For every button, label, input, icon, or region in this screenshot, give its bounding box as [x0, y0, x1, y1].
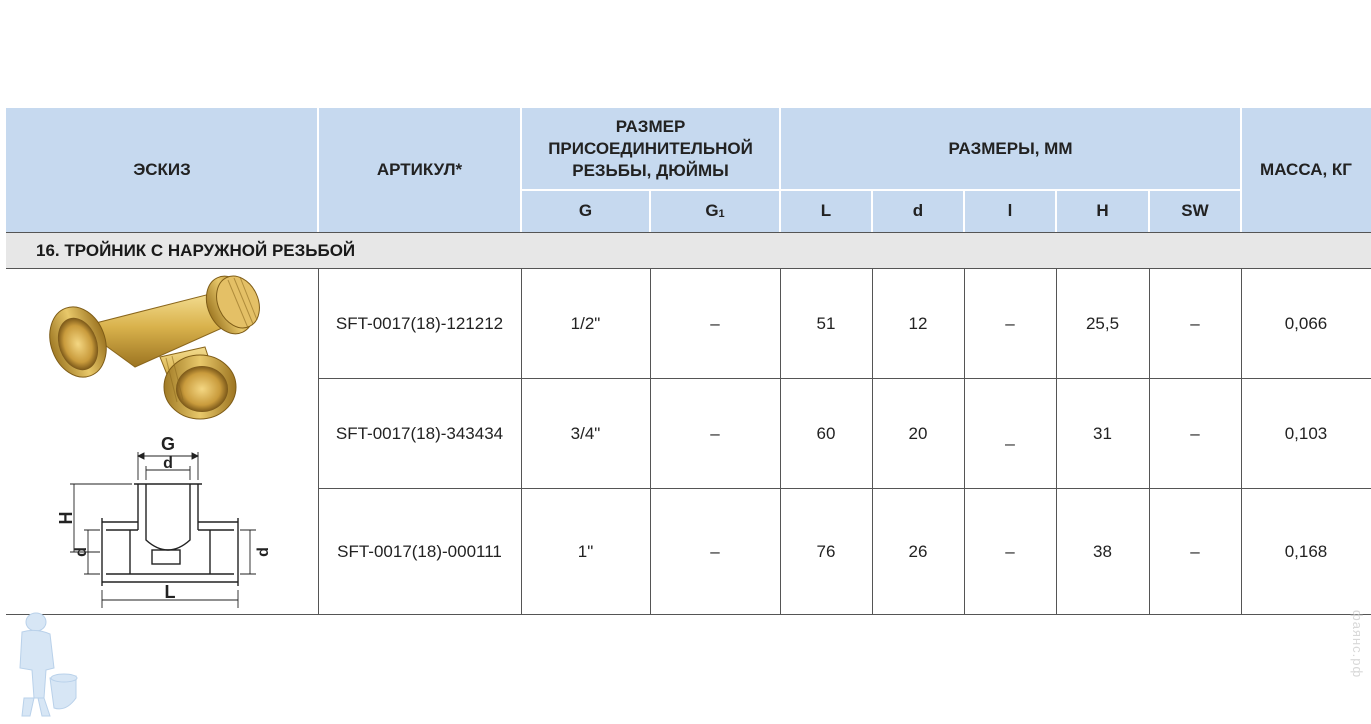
cell-article: SFT-0017(18)-121212	[335, 313, 504, 333]
plumber-mascot-logo	[6, 608, 82, 720]
cell-mass: 0,168	[1284, 541, 1328, 561]
header-h	[1056, 190, 1149, 232]
header-l-lower	[964, 190, 1056, 232]
cell-article: SFT-0017(18)-343434	[335, 423, 504, 443]
cell-g: 1"	[577, 541, 594, 561]
drawing-label-d-left: d	[73, 547, 90, 557]
cell-sw: –	[1190, 313, 1200, 333]
header-g1-subscript: 1	[718, 208, 725, 220]
header-article	[318, 108, 521, 232]
section-title-label: 16. ТРОЙНИК С НАРУЖНОЙ РЕЗЬБОЙ	[36, 240, 356, 260]
header-mass-label: МАССА, КГ	[1260, 160, 1352, 179]
header-dimensions-label: РАЗМЕРЫ, ММ	[948, 139, 1073, 158]
site-watermark: фаянс.рф	[1350, 610, 1365, 679]
header-sw	[1149, 190, 1241, 232]
header-sketch-label: ЭСКИЗ	[133, 160, 191, 179]
cell-g1: –	[710, 423, 720, 443]
header-sw-label: SW	[1181, 201, 1209, 220]
cell-l-upper: 51	[816, 313, 836, 333]
header-g1-label: G	[705, 201, 719, 220]
header-h-label: H	[1096, 201, 1109, 220]
header-d-label: d	[912, 201, 924, 220]
header-article-label: АРТИКУЛ*	[376, 160, 463, 179]
cell-mass: 0,066	[1284, 313, 1328, 333]
header-g	[521, 190, 650, 232]
cell-mass: 0,103	[1284, 423, 1328, 443]
cell-d: 26	[908, 541, 928, 561]
cell-g: 1/2"	[570, 313, 601, 333]
header-thread-size	[521, 108, 780, 190]
header-g-label: G	[578, 201, 593, 220]
header-thread-size-label: РАЗМЕР ПРИСОЕДИНИТЕЛЬНОЙ РЕЗЬБЫ, ДЮЙМЫ	[548, 117, 753, 180]
header-l-upper	[780, 190, 872, 232]
section-title	[6, 232, 1371, 269]
cell-l-upper: 76	[816, 541, 836, 561]
cell-g: 3/4"	[570, 423, 601, 443]
cell-article: SFT-0017(18)-000111	[337, 541, 502, 561]
header-g1	[650, 190, 780, 232]
cell-sw: –	[1190, 541, 1200, 561]
brass-tee-photo	[40, 272, 280, 422]
cell-l-lower: –	[1005, 313, 1015, 333]
cell-d: 20	[908, 423, 928, 443]
cell-g1: –	[710, 541, 720, 561]
header-sketch	[6, 108, 318, 232]
cell-g1: –	[710, 313, 720, 333]
drawing-label-d-top: d	[163, 455, 173, 472]
cell-h: 31	[1093, 423, 1112, 443]
cell-d: 12	[908, 313, 928, 333]
header-d	[872, 190, 964, 232]
cell-h: 38	[1093, 541, 1112, 561]
header-l-lower-label: l	[1007, 201, 1013, 220]
cell-l-lower: –	[1005, 541, 1015, 561]
header-mass	[1241, 108, 1371, 232]
header-dimensions	[780, 108, 1241, 190]
tee-technical-drawing	[40, 432, 280, 610]
drawing-label-h: H	[56, 511, 76, 525]
cell-l-lower: _	[1005, 426, 1015, 446]
cell-l-upper: 60	[816, 423, 836, 443]
header-l-upper-label: L	[820, 201, 832, 220]
drawing-label-l: L	[164, 582, 176, 602]
drawing-label-d-right: d	[255, 547, 272, 557]
cell-sw: –	[1190, 423, 1200, 443]
cell-h: 25,5	[1085, 313, 1120, 333]
drawing-label-g: G	[160, 434, 176, 454]
